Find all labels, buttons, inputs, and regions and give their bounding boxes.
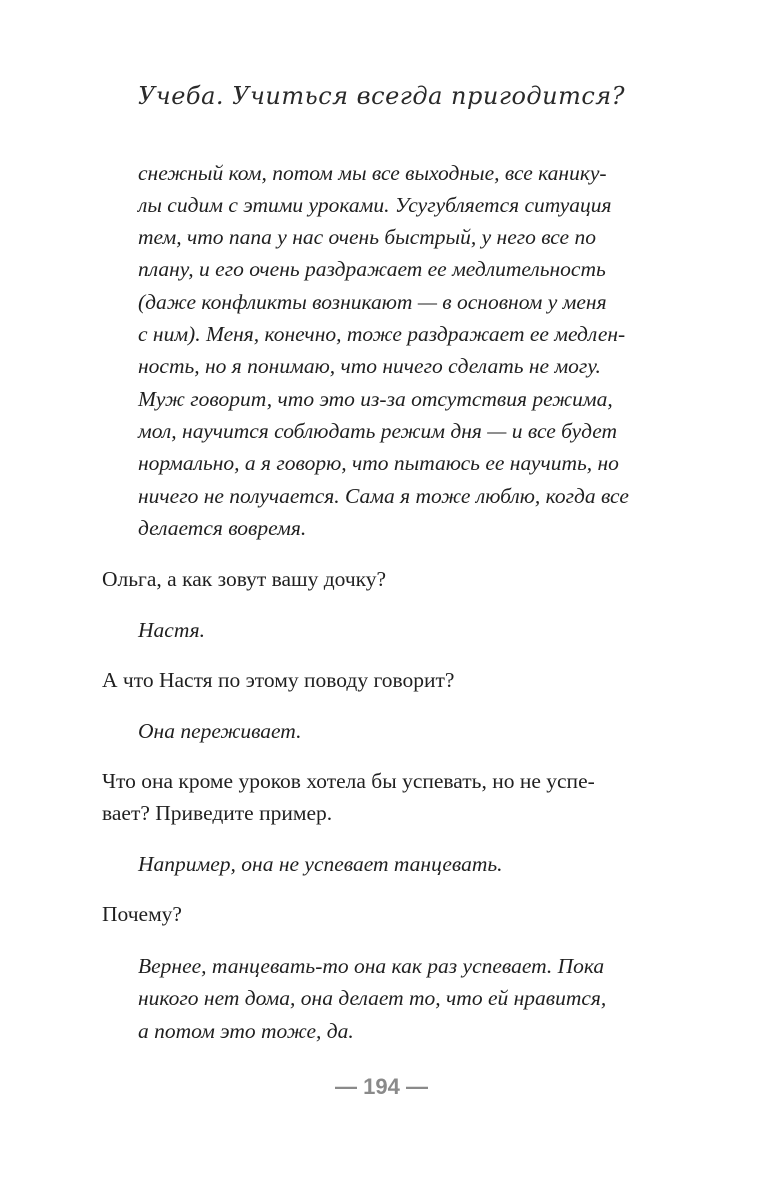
answer-text-line: Она переживает.: [138, 719, 302, 743]
answer-text-line: никого нет дома, она делает то, что ей нравится,: [138, 986, 607, 1010]
question-text-line: вает? Приведите пример.: [102, 801, 333, 825]
answer-text-line: снежный ком, потом мы все выходные, все канику-: [138, 161, 607, 185]
answer-text-line: мол, научится соблюдать режим дня — и все будет: [138, 419, 618, 443]
answer-text-line: нормально, а я говорю, что пытаюсь ее научить, но: [138, 451, 619, 475]
answer-text-line: Например, она не успевает танцевать.: [138, 852, 503, 876]
running-head: Учеба. Учиться всегда пригодится?: [137, 82, 626, 110]
question-text-line: А что Настя по этому поводу говорит?: [102, 668, 455, 692]
answer-text-line: Настя.: [138, 618, 205, 642]
question-text-line: Почему?: [102, 902, 182, 926]
answer-text-line: делается вовремя.: [138, 516, 307, 540]
answer-text-line: тем, что папа у нас очень быстрый, у него все по: [138, 225, 596, 249]
page-number: — 194 —: [335, 1074, 428, 1099]
answer-text-line: Вернее, танцевать-то она как раз успевает. Пока: [138, 954, 605, 978]
answer-text-line: Муж говорит, что это из-за отсутствия режима,: [138, 387, 613, 411]
answer-text-line: с ним). Меня, конечно, тоже раздражает ее медлен-: [138, 322, 626, 346]
answer-text-line: лы сидим с этими уроками. Усугубляется ситуация: [138, 193, 612, 217]
answer-text-line: ничего не получается. Сама я тоже люблю, когда все: [138, 484, 629, 508]
answer-text-line: плану, и его очень раздражает ее медлительность: [138, 257, 606, 281]
answer-text-line: а потом это тоже, да.: [138, 1019, 354, 1043]
answer-text-line: ность, но я понимаю, что ничего сделать не могу.: [138, 354, 601, 378]
question-text-line: Что она кроме уроков хотела бы успевать, но не успе-: [102, 769, 595, 793]
question-text-line: Ольга, а как зовут вашу дочку?: [102, 567, 387, 591]
answer-text-line: (даже конфликты возникают — в основном у меня: [138, 290, 607, 314]
